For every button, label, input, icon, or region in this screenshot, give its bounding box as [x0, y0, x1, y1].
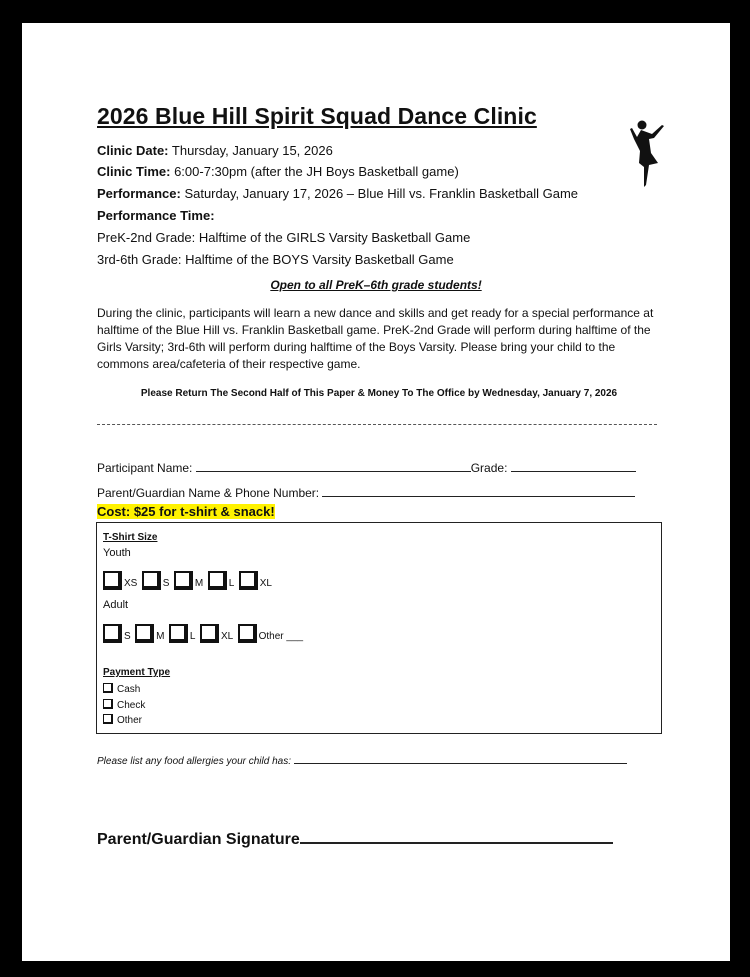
- youth-l-label: L: [228, 578, 235, 589]
- youth-l-checkbox[interactable]: [208, 571, 227, 590]
- youth-xl-label: XL: [259, 578, 272, 589]
- signature-row: [97, 828, 613, 849]
- youth-xs-checkbox[interactable]: [103, 571, 122, 590]
- payment-option-check[interactable]: [103, 698, 145, 714]
- participant-name-field[interactable]: [196, 459, 471, 472]
- grade-label: Grade:: [470, 461, 508, 475]
- parent-name-label: Parent/Guardian Name & Phone Number:: [97, 486, 320, 500]
- payment-option-other[interactable]: [103, 713, 145, 729]
- performance-label: Performance:: [97, 186, 181, 201]
- allergies-row: [97, 754, 627, 767]
- check-label: Check: [117, 699, 146, 711]
- clinic-time-value: 6:00-7:30pm (after the JH Boys Basketball game): [174, 164, 459, 179]
- dancer-silhouette-icon: [622, 115, 672, 195]
- order-box: [96, 522, 662, 734]
- adult-xl-label: XL: [220, 631, 234, 642]
- adult-other-checkbox[interactable]: [238, 624, 257, 643]
- adult-label: Adult: [103, 599, 129, 611]
- cost-highlight: Cost: $25 for t-shirt & snack!: [97, 504, 275, 519]
- youth-m-label: M: [194, 578, 204, 589]
- youth-xl-checkbox[interactable]: [239, 571, 258, 590]
- page-title: 2026 Blue Hill Spirit Squad Dance Clinic: [97, 103, 537, 129]
- open-to-notice: Open to all PreK–6th grade students!: [270, 278, 482, 292]
- cash-checkbox[interactable]: [103, 683, 113, 693]
- check-checkbox[interactable]: [103, 699, 113, 709]
- clinic-date-label: Clinic Date:: [97, 143, 169, 158]
- adult-size-row: [103, 624, 303, 644]
- clinic-time-line: [97, 164, 459, 179]
- adult-m-label: M: [156, 631, 165, 642]
- youth-xs-label: XS: [124, 578, 138, 589]
- adult-s-label: S: [124, 631, 131, 642]
- signature-label: Parent/Guardian Signature: [97, 831, 300, 848]
- cost-line: [97, 504, 275, 519]
- tshirt-heading: T-Shirt Size: [103, 532, 158, 543]
- signature-field[interactable]: [300, 828, 613, 844]
- payment-heading: Payment Type: [103, 667, 171, 678]
- adult-m-checkbox[interactable]: [135, 624, 154, 643]
- allergies-label: Please list any food allergies your child has:: [97, 756, 291, 767]
- youth-size-row: [103, 571, 272, 591]
- youth-s-checkbox[interactable]: [142, 571, 161, 590]
- time-prek-2nd: PreK-2nd Grade: Halftime of the GIRLS Varsity Basketball Game: [97, 230, 471, 245]
- cut-line-divider: [97, 424, 657, 425]
- parent-name-field[interactable]: [322, 484, 635, 497]
- participant-name-label: Participant Name:: [97, 461, 193, 475]
- adult-l-label: L: [189, 631, 196, 642]
- payment-options: [103, 682, 145, 729]
- youth-m-checkbox[interactable]: [174, 571, 193, 590]
- allergies-field[interactable]: [294, 754, 627, 764]
- clinic-date-line: [97, 143, 333, 158]
- payment-option-cash[interactable]: [103, 682, 145, 698]
- adult-l-checkbox[interactable]: [169, 624, 188, 643]
- performance-line: [97, 186, 578, 201]
- flyer-page: [22, 23, 730, 961]
- adult-other-label: Other ___: [258, 631, 304, 642]
- time-3rd-6th: 3rd-6th Grade: Halftime of the BOYS Varsity Basketball Game: [97, 252, 454, 267]
- performance-time-label: Performance Time:: [97, 208, 215, 223]
- adult-xl-checkbox[interactable]: [200, 624, 219, 643]
- youth-s-label: S: [162, 578, 170, 589]
- parent-name-row: [97, 484, 635, 500]
- clinic-date-value: Thursday, January 15, 2026: [171, 143, 333, 158]
- description-paragraph: During the clinic, participants will learn a new dance and skills and get ready for a special performance at halftime of the Blue Hill vs. Franklin Basketball game. PreK-2nd Grade will perform during halftime of the Girls Varsity; 3rd-6th will perform during halftime of the Boys Varsity. Please bring your child to the commons area/cafeteria of their respective game.: [97, 306, 654, 371]
- clinic-time-label: Clinic Time:: [97, 164, 171, 179]
- other-label: Other: [117, 715, 143, 726]
- youth-label: Youth: [103, 547, 131, 559]
- performance-value: Saturday, January 17, 2026 – Blue Hill vs. Franklin Basketball Game: [184, 186, 579, 201]
- cash-label: Cash: [117, 684, 141, 695]
- other-checkbox[interactable]: [103, 714, 113, 724]
- adult-s-checkbox[interactable]: [103, 624, 122, 643]
- return-notice: Please Return The Second Half of This Paper & Money To The Office by Wednesday, January 7, 2026: [140, 388, 618, 399]
- participant-name-row: [97, 459, 636, 475]
- grade-field[interactable]: [511, 459, 636, 472]
